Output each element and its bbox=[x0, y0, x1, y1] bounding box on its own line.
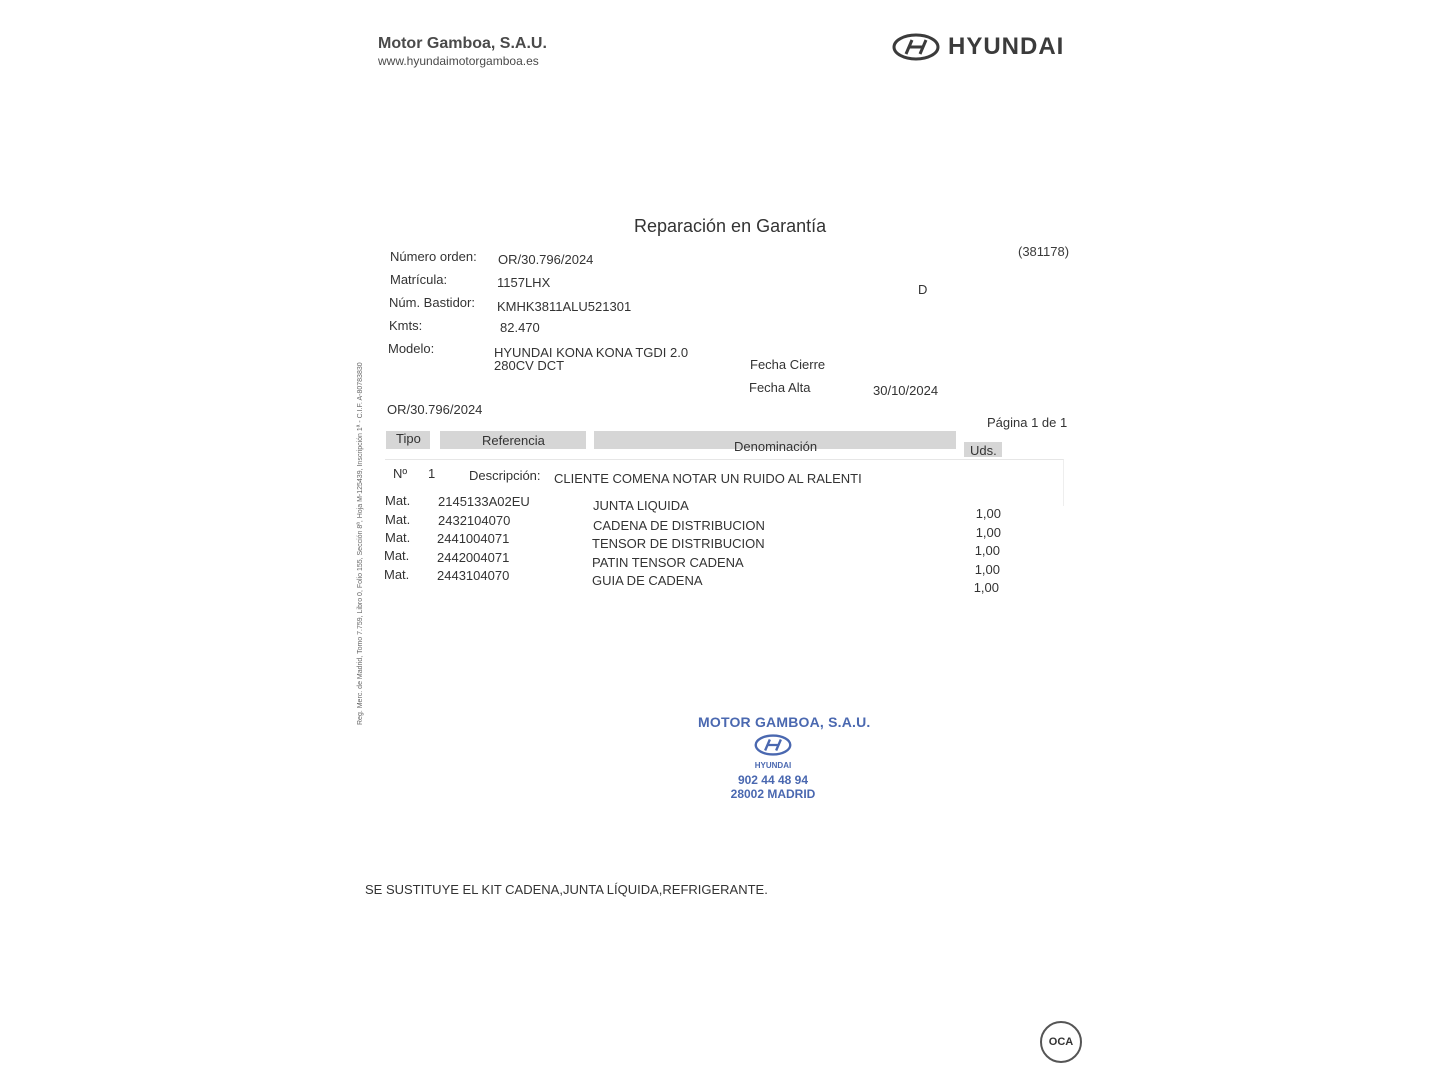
row-1-name: JUNTA LIQUIDA bbox=[593, 498, 689, 513]
hyundai-logo-icon bbox=[892, 33, 940, 61]
plate-label: Matrícula: bbox=[390, 272, 448, 287]
description-value: CLIENTE COMENA NOTAR UN RUIDO AL RALENTI bbox=[554, 471, 862, 486]
row-5-qty: 1,00 bbox=[973, 580, 999, 595]
row-1-tipo: Mat. bbox=[385, 493, 411, 508]
brand-wordmark: HYUNDAI bbox=[948, 33, 1065, 60]
model-label: Modelo: bbox=[388, 341, 435, 356]
company-stamp bbox=[698, 714, 871, 801]
row-4-name: PATIN TENSOR CADENA bbox=[592, 555, 744, 570]
registry-side-text: Reg. Merc. de Madrid, Tomo 7.759, Libro 0, Folio 155, Sección 8ª, Hoja M-125439, Inscripción 1ª - C.I.F. A-80783830 bbox=[357, 362, 364, 725]
order-reference: OR/30.796/2024 bbox=[387, 402, 483, 417]
row-1-ref: 2145133A02EU bbox=[438, 494, 530, 509]
model-value-line2: 280CV DCT bbox=[494, 358, 565, 373]
row-4-tipo: Mat. bbox=[384, 548, 410, 563]
open-date-label: Fecha Alta bbox=[749, 380, 811, 395]
document-title: Reparación en Garantía bbox=[634, 216, 827, 236]
repair-note: SE SUSTITUYE EL KIT CADENA,JUNTA LÍQUIDA,REFRIGERANTE. bbox=[365, 882, 768, 897]
row-3-ref: 2441004071 bbox=[437, 531, 510, 546]
col-header-uds: Uds. bbox=[970, 443, 997, 458]
plate-value: 1157LHX bbox=[497, 275, 551, 290]
chassis-label: Núm. Bastidor: bbox=[389, 295, 475, 310]
brand-logo bbox=[892, 33, 1064, 61]
row-4-ref: 2442004071 bbox=[437, 550, 510, 565]
stamp-phone: 902 44 48 94 bbox=[737, 773, 809, 787]
description-num-label: Nº bbox=[393, 466, 408, 481]
stamp-city: 28002 MADRID bbox=[730, 787, 816, 801]
description-num-value: 1 bbox=[428, 466, 436, 481]
row-3-qty: 1,00 bbox=[974, 543, 1000, 558]
row-2-name: CADENA DE DISTRIBUCION bbox=[593, 518, 765, 533]
company-website: www.hyundaimotorgamboa.es bbox=[378, 54, 539, 68]
km-value: 82.470 bbox=[500, 320, 540, 335]
company-name: Motor Gamboa, S.A.U. bbox=[378, 35, 547, 52]
order-number-label: Número orden: bbox=[390, 249, 477, 264]
col-header-referencia: Referencia bbox=[482, 433, 545, 448]
open-date-value: 30/10/2024 bbox=[873, 383, 939, 398]
stamp-brand: HYUNDAI bbox=[754, 761, 792, 770]
page-indicator: Página 1 de 1 bbox=[987, 415, 1068, 430]
stray-letter: D bbox=[918, 282, 928, 297]
close-date-label: Fecha Cierre bbox=[750, 357, 826, 372]
row-4-qty: 1,00 bbox=[974, 562, 1000, 577]
oca-certification-icon: OCA bbox=[1040, 1021, 1082, 1063]
stamp-hyundai-logo-icon bbox=[753, 734, 793, 756]
row-5-tipo: Mat. bbox=[384, 567, 410, 582]
description-label: Descripción: bbox=[469, 468, 541, 483]
row-5-ref: 2443104070 bbox=[437, 568, 510, 583]
row-3-tipo: Mat. bbox=[385, 530, 411, 545]
stamp-company-name: MOTOR GAMBOA, S.A.U. bbox=[698, 714, 871, 730]
client-code: (381178) bbox=[1018, 244, 1070, 259]
row-5-name: GUIA DE CADENA bbox=[592, 573, 703, 588]
row-2-ref: 2432104070 bbox=[438, 513, 511, 528]
col-header-tipo: Tipo bbox=[396, 431, 421, 446]
row-2-qty: 1,00 bbox=[975, 525, 1001, 540]
col-header-denominacion: Denominación bbox=[734, 439, 818, 454]
row-1-qty: 1,00 bbox=[975, 506, 1001, 521]
model-value-line1: HYUNDAI KONA KONA TGDI 2.0 bbox=[494, 345, 689, 360]
row-3-name: TENSOR DE DISTRIBUCION bbox=[592, 536, 765, 551]
chassis-value: KMHK3811ALU521301 bbox=[497, 299, 632, 314]
order-number-value: OR/30.796/2024 bbox=[498, 252, 594, 267]
km-label: Kmts: bbox=[389, 318, 423, 333]
row-2-tipo: Mat. bbox=[385, 512, 411, 527]
